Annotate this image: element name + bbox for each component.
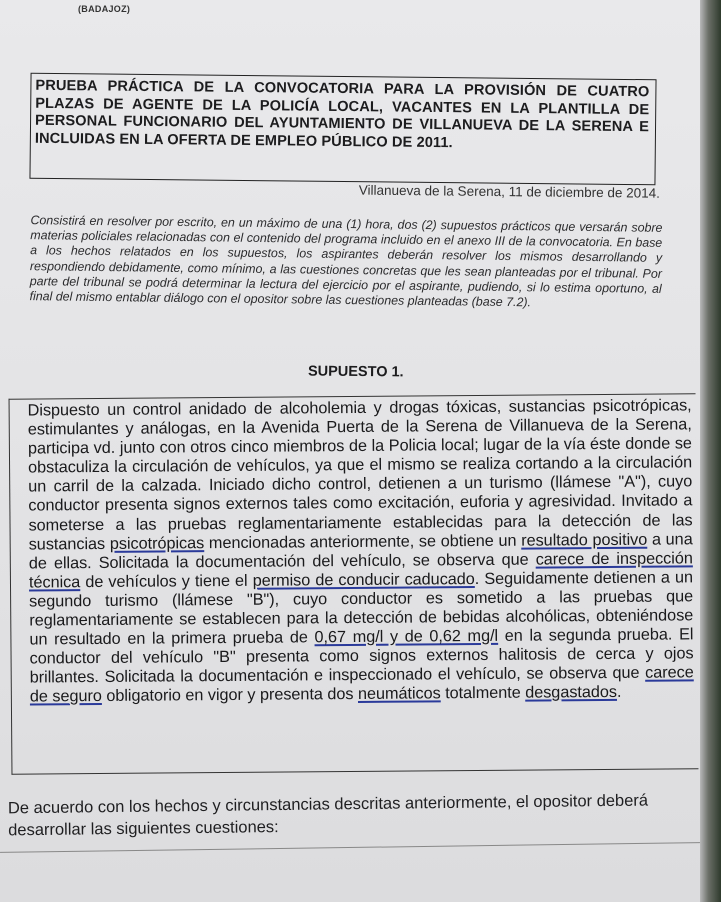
case-box bbox=[9, 393, 699, 774]
conclusion-paragraph: De acuerdo con los hechos y circunstancias descritas anteriormente, el opositor deberá desarrollar las siguientes cuestiones: bbox=[7, 791, 649, 840]
title-box bbox=[29, 73, 656, 186]
case-text-5: . Seguidamente detienen a un segundo turismo (llámese "B"), cuyo conductor es sometido a las pruebas que reglamentariamente se establecen para la detección de bebidas alcohólicas, obteniéndose un resultado en la primera prueba de bbox=[29, 568, 694, 649]
case-text-9: . bbox=[616, 683, 622, 702]
date-line: Villanueva de la Serena, 11 de diciembre de 2014. bbox=[358, 182, 661, 201]
supuesto-heading: SUPUESTO 1. bbox=[307, 363, 404, 381]
underlined-resultado-positivo: resultado positivo bbox=[521, 530, 648, 550]
underlined-carece-seguro: carece de seguro bbox=[29, 663, 694, 706]
case-text-3: a una de ellas. Solicitada la documentación del vehículo, se observa que bbox=[28, 529, 693, 573]
underlined-neumaticos: neumáticos bbox=[357, 684, 441, 704]
case-text-7: obligatorio en vigor y presenta dos bbox=[101, 685, 359, 706]
case-text-1: Dispuesto un control anidado de alcoholemia y drogas tóxicas, sustancias psicotrópicas, estimulantes y análogas, en la Avenida Puerta de la Serena de Villanueva de la Serena, participa vd. junto con otros cinco miembros de la Policia local; lugar de la vía éste donde se obstaculiza la circulación de vehículos, ya que el mismo se realiza cortando a la circulación un carril de la calzada. Iniciado dicho control, detienen a un turismo (llámese "A"), cuyo conductor presenta signos externos tales como excitación, euforia y agresividad. Invitado a someterse a las pruebas reglamentariamente establecidas para la detección de las sustancias bbox=[27, 396, 693, 554]
case-text-8: totalmente bbox=[440, 684, 526, 703]
document-title: PRUEBA PRÁCTICA DE LA CONVOCATORIA PARA LA PROVISIÓN DE CUATRO PLAZAS DE AGENTE DE LA POLICÍA LOCAL, VACANTES EN LA PLANTILLA DE PERSONAL FUNCIONARIO DEL AYUNTAMIENTO DE VILLANUEVA DE LA SERENA E INCLUIDAS EN LA OFERTA DE EMPLEO PÚBLICO DE 2011. bbox=[34, 77, 650, 151]
underlined-psicotropicas: psicotrópicas bbox=[109, 533, 205, 553]
intro-paragraph: Consistirá en resolver por escrito, en un máximo de una (1) hora, dos (2) supuestos prácticos que versarán sobre materias policiales relacionadas con el contenido del programa incluido en el anexo III de la convocatoria. En base a los hechos relatados en los supuestos, los aspirantes deberán resolver los mismos desarrollando y respondiendo debidamente, como mínimo, a las cuestiones concretas que les sean planteadas por el tribunal. Por parte del tribunal se podrá determinar la lectura del ejercicio por el aspirante, pudiendo, si lo estima oportuno, al final del mismo entablar diálogo con el opositor sobre las cuestiones planteadas (base 7.2). bbox=[29, 213, 663, 310]
underlined-carece-inspeccion: carece de inspección técnica bbox=[28, 549, 693, 592]
page-edge-background bbox=[700, 0, 721, 902]
case-text-2: mencionadas anteriormente, se obtiene un bbox=[204, 531, 522, 552]
case-paragraph bbox=[28, 396, 694, 707]
case-text-6: en la segunda prueba. El conductor del vehículo "B" presenta como signos externos halitosis de cerca y ojos brillantes. Solicitada la documentación e inspeccionado el vehículo, se observa que bbox=[29, 625, 694, 687]
header-organization: (BADAJOZ) bbox=[78, 4, 131, 14]
case-text-4: de vehículos y tiene el bbox=[80, 571, 253, 591]
underlined-permiso-caducado: permiso de conducir caducado bbox=[252, 569, 475, 590]
underlined-tasa-alcohol: 0,67 mg/l y de 0,62 mg/l bbox=[314, 626, 499, 647]
underlined-desgastados: desgastados bbox=[525, 683, 618, 703]
